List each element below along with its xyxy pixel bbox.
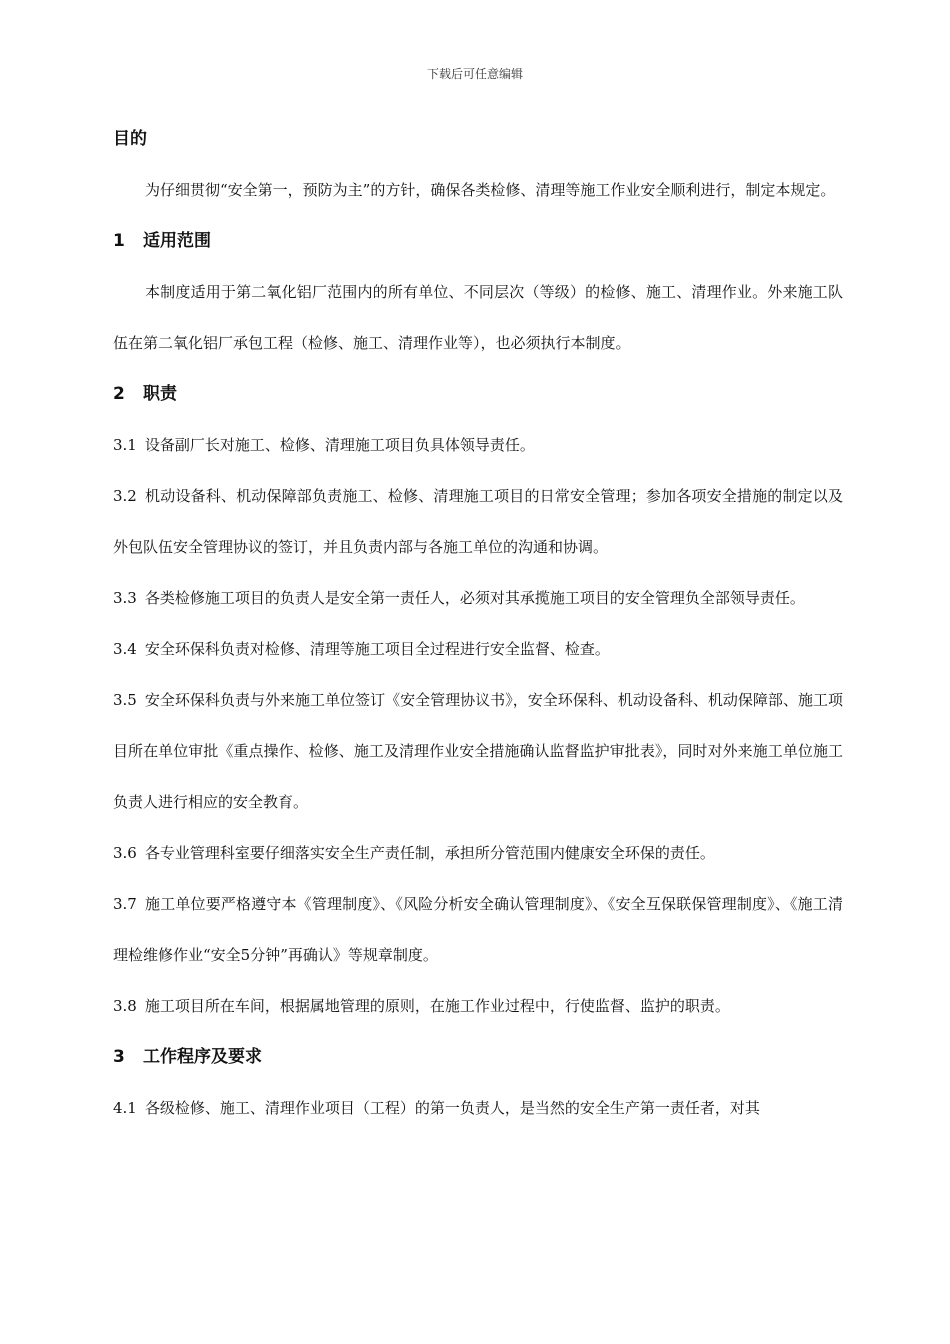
section-heading-purpose (113, 114, 843, 165)
item-text: 安全环保科负责对检修、清理等施工项目全过程进行安全监督、检查。 (144, 640, 610, 658)
duty-item (113, 624, 843, 675)
section-title: 适用范围 (143, 231, 211, 251)
item-text: 各类检修施工项目的负责人是安全第一责任人，必须对其承揽施工项目的安全管理负全部领导责任。 (144, 589, 805, 607)
section-title: 工作程序及要求 (143, 1047, 262, 1067)
item-number: 3.5 (113, 691, 137, 709)
section-heading-procedure (113, 1032, 843, 1083)
item-text: 各专业管理科室要仔细落实安全生产责任制，承担所分管范围内健康安全环保的责任。 (144, 844, 715, 862)
item-text: 安全环保科负责与外来施工单位签订《安全管理协议书》，安全环保科、机动设备科、机动保障部、施工项目所在单位审批《重点操作、检修、施工及清理作业安全措施确认监督监护审批表》，同时对外来施工单位施工负责人进行相应的安全教育。 (113, 691, 843, 811)
item-text: 施工项目所在车间，根据属地管理的原则，在施工作业过程中，行使监督、监护的职责。 (144, 997, 730, 1015)
section-heading-duties (113, 369, 843, 420)
item-text: 各级检修、施工、清理作业项目（工程）的第一负责人，是当然的安全生产第一责任者，对其 (144, 1099, 760, 1117)
procedure-item (113, 1083, 843, 1134)
duty-item (113, 675, 843, 828)
section-title: 职责 (143, 384, 177, 404)
section-heading-scope (113, 216, 843, 267)
section-title: 目的 (113, 129, 147, 149)
item-number: 3.2 (113, 487, 137, 505)
item-number: 3.1 (113, 436, 137, 454)
purpose-paragraph: 为仔细贯彻“安全第一，预防为主”的方针，确保各类检修、清理等施工作业安全顺利进行，制定本规定。 (145, 181, 836, 199)
section-number: 2 (113, 384, 125, 404)
item-text: 施工单位要严格遵守本《管理制度》、《风险分析安全确认管理制度》、《安全互保联保管理制度》、《施工清理检维修作业“安全5分钟”再确认》等规章制度。 (113, 895, 843, 964)
page-header: 下载后可任意编辑 (426, 67, 523, 81)
item-number: 3.8 (113, 997, 137, 1015)
item-number: 3.7 (113, 895, 137, 913)
duty-item (113, 828, 843, 879)
duty-item (113, 420, 843, 471)
item-number: 3.3 (113, 589, 137, 607)
item-number: 3.4 (113, 640, 137, 658)
section-number: 3 (113, 1047, 125, 1067)
duty-item (113, 981, 843, 1032)
section-number: 1 (113, 231, 125, 251)
duty-item (113, 573, 843, 624)
item-text: 设备副厂长对施工、检修、清理施工项目负具体领导责任。 (144, 436, 535, 454)
document-body (113, 114, 843, 1134)
item-text: 机动设备科、机动保障部负责施工、检修、清理施工项目的日常安全管理；参加各项安全措施的制定以及外包队伍安全管理协议的签订，并且负责内部与各施工单位的沟通和协调。 (113, 487, 843, 556)
item-number: 4.1 (113, 1099, 137, 1117)
item-number: 3.6 (113, 844, 137, 862)
duty-item (113, 471, 843, 573)
duty-item (113, 879, 843, 981)
scope-paragraph: 本制度适用于第二氧化铝厂范围内的所有单位、不同层次（等级）的检修、施工、清理作业。外来施工队伍在第二氧化铝厂承包工程（检修、施工、清理作业等），也必须执行本制度。 (113, 283, 843, 352)
